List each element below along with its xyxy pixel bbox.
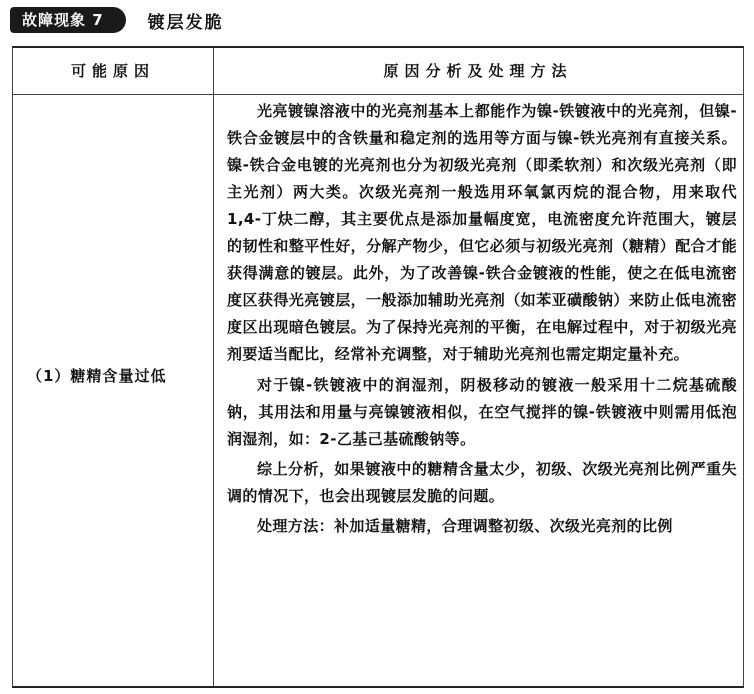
table-header-row (13, 48, 743, 95)
analysis-paragraph-3: 综上分析，如果镀液中的糖精含量太少，初级、次级光亮剂比例严重失调的情况下，也会出现镀层发脆的问题。 (227, 460, 737, 505)
analysis-paragraph-2: 对于镍-铁镀液中的润湿剂，阴极移动的镀液一般采用十二烷基硫酸钠，其用法和用量与亮镍镀液相似，在空气搅拌的镍-铁镀液中则需用低泡润湿剂，如：2-乙基己基硫酸钠等。 (227, 376, 737, 448)
cause-cell: （1）糖精含量过低 (27, 367, 167, 385)
treatment-label: 处理方法： (257, 517, 335, 535)
fault-header (10, 6, 224, 34)
column-header-cause: 可能原因 (70, 62, 155, 80)
fault-number-badge: 故障现象 7 (10, 7, 126, 33)
column-divider (213, 48, 214, 686)
analysis-paragraph-1: 光亮镀镍溶液中的光亮剂基本上都能作为镍-铁镀液中的光亮剂，但镍-铁合金镀层中的含铁量和稳定剂的选用等方面与镍-铁光亮剂有直接关系。镍-铁合金电镀的光亮剂也分为初级光亮剂（即柔软剂）和次级光亮剂（即主光剂）两大类。次级光亮剂一般选用环氧氯丙烷的混合物，用来取代 1,4-丁炔二醇，其主要优点是添加量幅度宽，电流密度允许范围大，镀层的韧性和整平性好，分解产物少，但它必须与初级光亮剂（糖精）配合才能获得满意的镀层。此外，为了改善镍-铁合金镀液的性能，使之在低电流密度区获得光亮镀层，一般添加辅助光亮剂（如苯亚磺酸钠）来防止低电流密度区出现暗色镀层。为了保持光亮剂的平衡，在电解过程中，对于初级光亮剂要适当配比，经常补充调整，对于辅助光亮剂也需定期定量补充。 (227, 102, 737, 363)
analysis-table (12, 46, 744, 688)
treatment-paragraph (227, 513, 737, 540)
fault-title: 镀层发脆 (147, 12, 224, 33)
column-header-analysis: 原因分析及处理方法 (383, 62, 573, 80)
analysis-cell (227, 98, 737, 540)
treatment-text: 补加适量糖精，合理调整初级、次级光亮剂的比例 (334, 517, 673, 535)
